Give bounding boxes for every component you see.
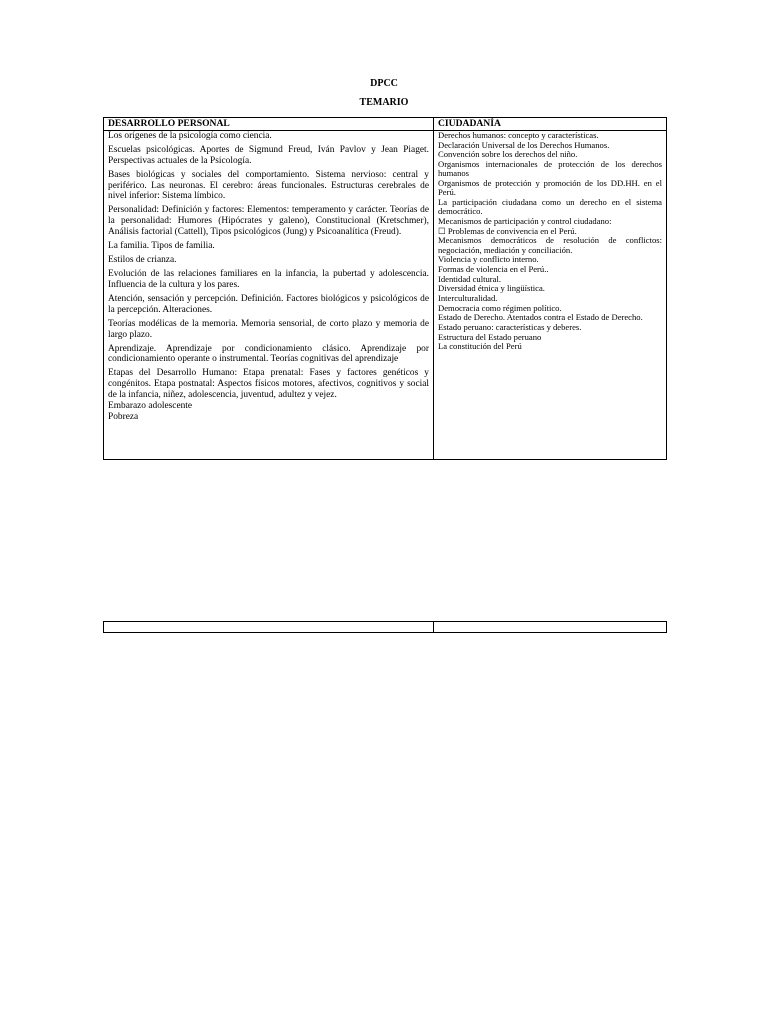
topic-item: Los orígenes de la psicología como ciencia.: [108, 131, 272, 141]
topic-item: Convención sobre los derechos del niño.: [438, 149, 578, 160]
topic-item: La constitución del Perú: [438, 341, 522, 352]
topic-item: Violencia y conflicto interno.: [438, 254, 539, 265]
topic-item: Aprendizaje. Aprendizaje por condicionamiento clásico. Aprendizaje por condicionamiento operante o instrumental. Teorías cognitivas del aprendizaje: [108, 343, 429, 365]
content-row: [104, 131, 667, 460]
topic-item: Personalidad: Definición y factores: Elementos: temperamento y carácter. Teorías de la personalidad: Humores (Hipócrates y galeno), Constitucional (Kretschmer), Análisis factorial (Cattell), Tipos psicológicos (Jung) y Psicoanalítica (Freud).: [108, 205, 429, 238]
topic-item: Formas de violencia en el Perú..: [438, 263, 549, 274]
topic-item: Atención, sensación y percepción. Definición. Factores biológicos y psicológicos de la percepción. Alteraciones.: [108, 293, 429, 315]
topic-item: Embarazo adolescente: [108, 400, 193, 411]
ciudadania-cell: [434, 131, 667, 460]
empty-row: [104, 622, 667, 633]
topic-item: ☐ Problemas de convivencia en el Perú.: [438, 225, 577, 236]
empty-cell-right: [434, 622, 667, 633]
topic-item: Etapas del Desarrollo Humano: Etapa prenatal: Fases y factores genéticos y congénitos. Etapa postnatal: Aspectos físicos motores, afectivos, cognitivos y social de la infancia, niñez, adolescencia, juventud, adultez y vejez.: [108, 368, 429, 400]
document-subtitle: TEMARIO: [359, 97, 409, 108]
header-row: [104, 118, 667, 131]
topic-item: Bases biológicas y sociales del comportamiento. Sistema nervioso: central y periférico. Las neuronas. El cerebro: áreas funcionales. Estructuras cerebrales de nivel inferior: Sistema límbico.: [108, 169, 429, 202]
topic-item: Pobreza: [108, 411, 139, 422]
topic-item: Escuelas psicológicas. Aportes de Sigmund Freud, Iván Pavlov y Jean Piaget. Perspectivas actuales de la Psicología.: [108, 145, 429, 166]
topic-item: Estructura del Estado peruano: [438, 331, 542, 342]
syllabus-table: [103, 117, 667, 460]
topic-item: Estado peruano: características y deberes.: [438, 321, 582, 332]
topic-item: La familia. Tipos de familia.: [108, 241, 215, 252]
empty-table: [103, 621, 667, 633]
topic-item: Democracia como régimen político.: [438, 302, 562, 313]
topic-item: Organismos internacionales de protección de los derechos humanos: [438, 159, 662, 179]
topic-item: Evolución de las relaciones familiares en la infancia, la pubertad y adolescencia. Influencia de la cultura y los pares.: [108, 269, 429, 290]
topic-item: Organismos de protección y promoción de los DD.HH. en el Perú.: [438, 177, 662, 198]
topic-item: Teorías modélicas de la memoria. Memoria sensorial, de corto plazo y memoria de largo plazo.: [108, 318, 429, 340]
topic-item: Derechos humanos: concepto y características.: [438, 130, 599, 140]
column-header-desarrollo-personal: DESARROLLO PERSONAL: [104, 118, 434, 131]
topic-item: Interculturalidad.: [438, 292, 498, 303]
topic-item: Declaración Universal de los Derechos Humanos.: [438, 139, 610, 150]
topic-item: Diversidad étnica y lingüística.: [438, 283, 545, 294]
topic-item: Mecanismos de participación y control ciudadano:: [438, 215, 612, 226]
topic-item: La participación ciudadana como un derecho en el sistema democrático.: [438, 196, 662, 217]
desarrollo-personal-cell: [104, 131, 434, 460]
document-title: DPCC: [370, 78, 398, 89]
topic-item: Estado de Derecho. Atentados contra el Estado de Derecho.: [438, 312, 643, 323]
topic-item: Estilos de crianza.: [108, 255, 177, 266]
column-header-ciudadania: CIUDADANÍA: [434, 118, 667, 131]
topic-item: Mecanismos democráticos de resolución de conflictos: negociación, mediación y conciliación.: [438, 235, 662, 255]
empty-cell-left: [104, 622, 434, 633]
topic-item: Identidad cultural.: [438, 273, 501, 284]
